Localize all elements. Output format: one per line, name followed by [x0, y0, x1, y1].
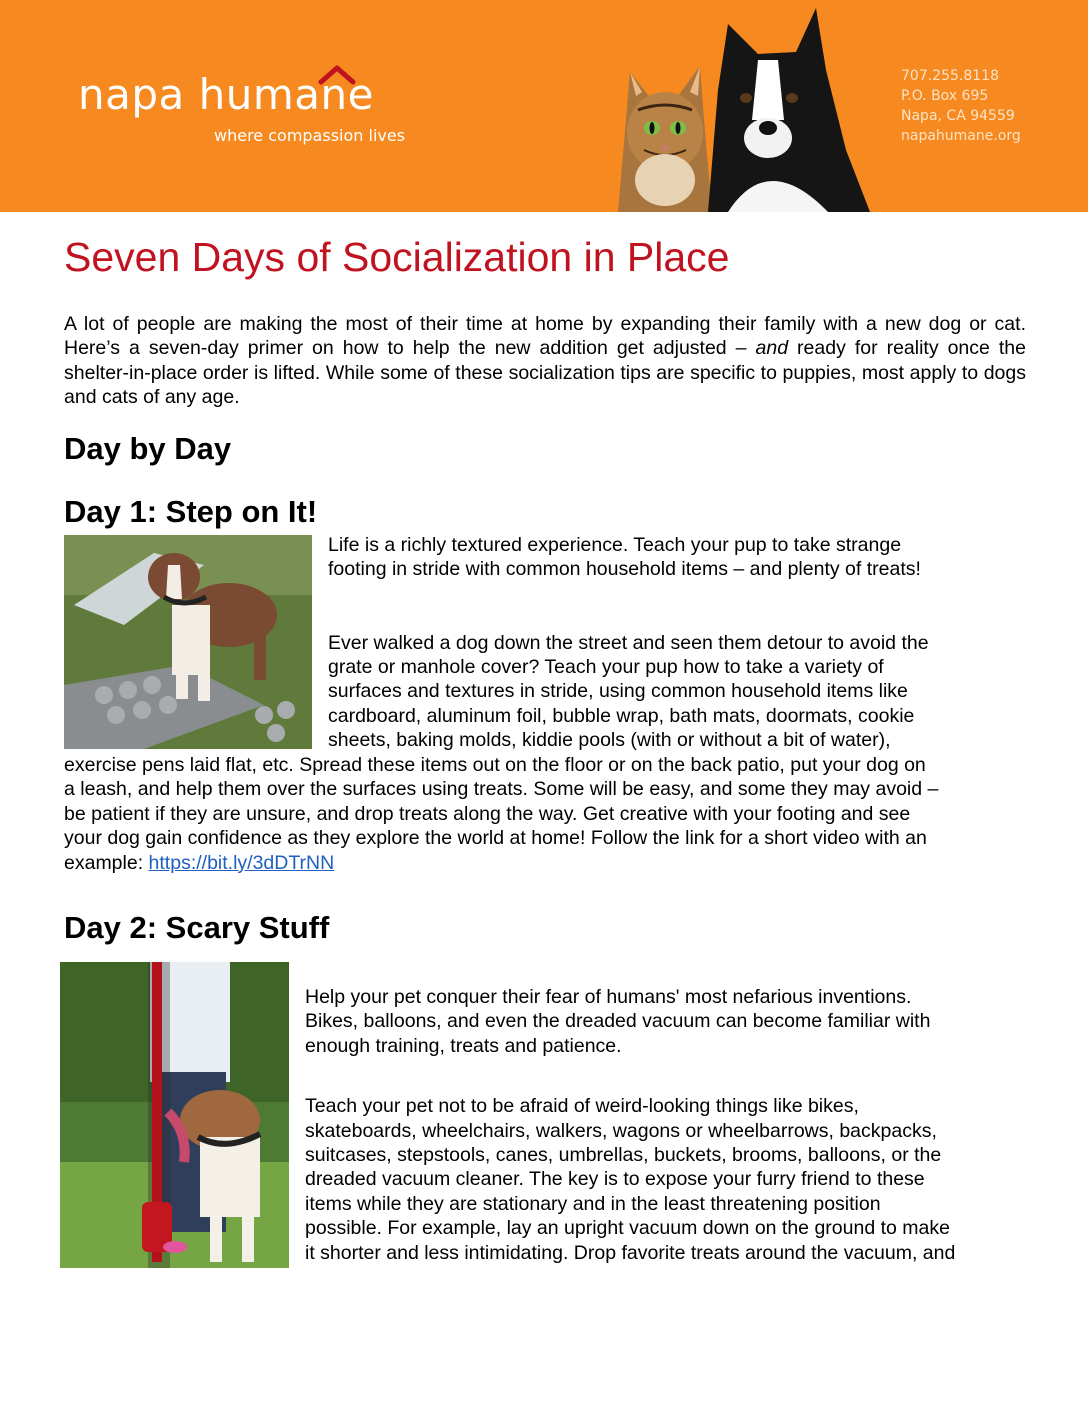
day2-text — [305, 985, 1045, 1265]
contact-city: Napa, CA 94559 — [901, 108, 1015, 124]
day1-heading: Day 1: Step on It! — [64, 494, 318, 529]
day1-body-line: exercise pens laid flat, etc. Spread these items out on the floor or on the back patio, put your dog on — [64, 754, 926, 776]
day1-side-line: Life is a richly textured experience. Teach your pup to take strange — [328, 534, 902, 556]
contact-info — [901, 66, 1021, 146]
dog-with-vacuum-photo — [60, 962, 289, 1268]
day2-line: suitcases, stepstools, canes, umbrellas, buckets, brooms, balloons, or the — [305, 1144, 942, 1167]
day1-body-line: a leash, and help them over the surfaces using treats. Some will be easy, and some they may avoid – — [64, 778, 939, 801]
contact-phone: 707.255.8118 — [901, 68, 999, 84]
logo-name: napa huma ne — [78, 70, 405, 120]
link-prefix: example: — [64, 851, 149, 874]
day1-side-line: grate or manhole cover? Teach your pup how to take a variety of — [328, 656, 884, 679]
day2-heading: Day 2: Scary Stuff — [64, 910, 330, 945]
intro-text-a: A lot of people are making the most of their time at home by expanding their family with a new dog or cat. Here’s a seven-day primer on how to help the new addition get adjusted – — [64, 313, 1026, 360]
day1-side-line: Ever walked a dog down the street and seen them detour to avoid the — [328, 631, 929, 654]
paragraph-gap — [328, 582, 1028, 631]
day1-link-line — [64, 851, 1044, 875]
day1-body-line: your dog gain confidence as they explore the world at home! Follow the link for a short video with an — [64, 827, 927, 850]
day1-side-line: surfaces and textures in stride, using common household items like — [328, 680, 908, 703]
header-banner — [0, 0, 1088, 212]
day2-line: it shorter and less intimidating. Drop favorite treats around the vacuum, and — [305, 1241, 956, 1264]
napa-humane-logo — [78, 70, 405, 145]
day1-side-line: cardboard, aluminum foil, bubble wrap, bath mats, doormats, cookie — [328, 704, 915, 727]
day2-line: items while they are stationary and in the least threatening position — [305, 1192, 881, 1215]
paragraph-gap — [305, 1058, 1045, 1094]
contact-website: napahumane.org — [901, 128, 1021, 144]
cat-and-dog-photo — [608, 0, 876, 212]
day2-line: Help your pet conquer their fear of humans' most nefarious inventions. — [305, 986, 912, 1008]
logo-name-end: e — [347, 70, 374, 119]
day2-line: skateboards, wheelchairs, walkers, wagons or wheelbarrows, backpacks, — [305, 1119, 937, 1142]
contact-po-box: P.O. Box 695 — [901, 88, 989, 104]
logo-name-text: napa huma — [78, 70, 321, 119]
house-roof-icon — [317, 62, 357, 92]
dog-on-baking-mold-photo — [64, 535, 312, 749]
day1-side-text — [328, 533, 1028, 753]
video-link[interactable]: https://bit.ly/3dDTrNN — [148, 851, 335, 874]
day1-side-line: footing in stride with common household items – and plenty of treats! — [328, 558, 921, 581]
day1-body-line: be patient if they are unsure, and drop treats along the way. Get creative with your footing and see — [64, 802, 911, 825]
day2-line: possible. For example, lay an upright vacuum down on the ground to make — [305, 1217, 950, 1240]
day2-line: Teach your pet not to be afraid of weird-looking things like bikes, — [305, 1095, 859, 1118]
day2-line: enough training, treats and patience. — [305, 1034, 622, 1057]
day2-line: Bikes, balloons, and even the dreaded vacuum can become familiar with — [305, 1010, 931, 1033]
logo-tagline: where compassion lives — [214, 126, 406, 145]
intro-text-b: ready for reality once the shelter-in-place order is lifted. While some of these socialization tips are specific to puppies, most apply to dogs and cats of any age. — [64, 337, 1026, 409]
page-title: Seven Days of Socialization in Place — [64, 234, 730, 280]
intro-paragraph — [64, 312, 1026, 410]
day1-body-text — [64, 753, 1044, 875]
day1-side-line: sheets, baking molds, kiddie pools (with or without a bit of water), — [328, 729, 891, 752]
day2-line: dreaded vacuum cleaner. The key is to expose your furry friend to these — [305, 1168, 925, 1191]
intro-italic: and — [755, 337, 789, 360]
section-heading: Day by Day — [64, 431, 232, 466]
